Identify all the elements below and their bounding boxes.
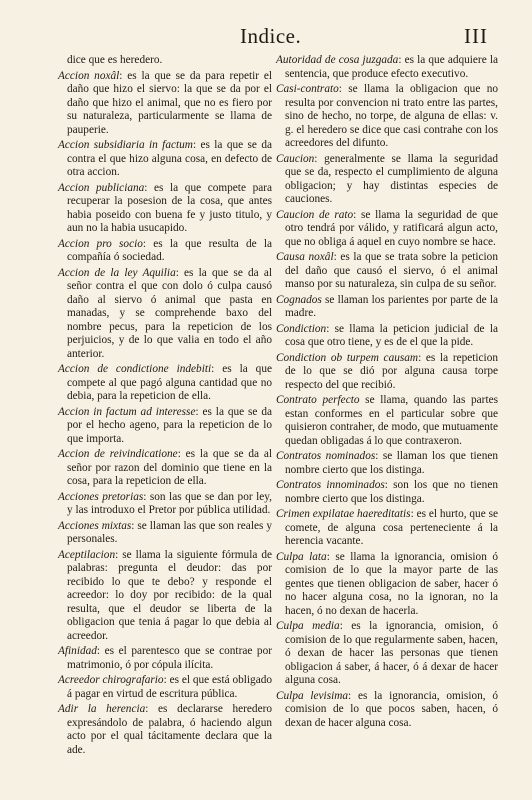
entry-definition: : es el hurto, que se comete, de alguna cosa perteneciente á la herencia vacante. <box>285 508 498 547</box>
entry-term: Accion de la ley Aquilia <box>58 266 176 279</box>
index-entry <box>58 182 272 236</box>
entry-term: Accion pro socio <box>58 237 143 250</box>
entry-definition: : se llama la obligacion que no resulta por convencion ni trato entre las partes, sino de hecho, no torpe, de alguna de ellas: v. g. el heredero se dice que casi contrahe con los acreedores del difunto. <box>285 83 498 149</box>
right-entry-list <box>276 54 498 730</box>
entry-term: Casi-contrato <box>276 83 339 95</box>
entry-term: Cognados <box>276 293 322 306</box>
entry-term: Accion in factum ad interesse <box>58 405 196 418</box>
entry-term: Condiction <box>276 322 327 335</box>
index-entry <box>58 520 272 547</box>
right-column <box>276 54 498 732</box>
index-entry <box>276 352 498 393</box>
index-entry <box>58 491 272 518</box>
index-entry <box>276 479 498 506</box>
entry-term: Condiction ob turpem causam <box>276 351 419 364</box>
entry-definition: se llama, quando las partes estan conformes en el particular sobre que quisieron contraher, de modo, que mutuamente quedan obligadas á lo que contraxeron. <box>285 394 498 447</box>
entry-definition: : se llama la seguridad de que otro tendrá por válido, y ratificará algun acto, que no obliga á aquel en cuyo nombre se hace. <box>285 208 498 248</box>
index-entry <box>276 551 498 619</box>
entry-term: Adir la herencia <box>58 703 146 715</box>
entry-term: Culpa media <box>276 620 340 632</box>
index-entry <box>276 294 498 321</box>
continuation-text: dice que es heredero. <box>67 54 163 66</box>
entry-definition: : se llaman los que tienen nombre cierto que los distinga. <box>285 450 499 476</box>
index-entry <box>276 394 498 448</box>
index-entry <box>58 549 272 644</box>
entry-definition: : es la que se da por el hecho ageno, para la repeticion de lo que importa. <box>67 405 272 445</box>
entry-definition: : se llama la ignorancia, omision ó comision de lo que la mayor parte de las gentes que tienen obligacion de saber, hacer ó no hacer alguna cosa, no la ignoran, no la hacen, ó no dexan de hacerla. <box>285 550 498 617</box>
index-entry <box>58 703 272 757</box>
entry-definition: : es el parentesco que se contrae por matrimonio, ó por cópula ilícita. <box>67 645 272 671</box>
index-entry <box>276 83 498 151</box>
index-entry <box>58 363 272 404</box>
entry-term: Afinidad <box>58 645 97 657</box>
entry-definition: : es la que resulta de la compañía ó sociedad. <box>67 237 272 263</box>
entry-definition: : generalmente se llama la seguridad que se da, respecto el cumplimiento de alguna obligacion; y hay distintas especies de cauciones. <box>285 152 498 205</box>
index-entry <box>276 620 498 688</box>
entry-definition: : se llama la siguiente fórmula de palabras: pregunta el deudor: das por recibido lo que te debo? y responde el acreedor: lo doy por recibido: de la qual resulta, que el deudor se liberta de la obligacion que tenia á pagar lo que debia al acreedor. <box>67 548 272 642</box>
entry-definition: : se llaman las que son reales y personales. <box>67 519 273 545</box>
left-entry-list <box>58 70 272 758</box>
entry-term: Contratos nominados <box>276 450 376 462</box>
page-number: III <box>464 24 488 48</box>
entry-definition: : es la repeticion de lo que se dió por alguna causa torpe respecto del que recibió. <box>285 351 498 391</box>
index-entry <box>276 153 498 207</box>
entry-definition: : es la ignorancia, omision, ó comision de lo que pocos saben, hacen, ó dexan de hacer alguna cosa. <box>285 689 499 729</box>
entry-term: Acciones mixtas <box>58 519 132 532</box>
entry-definition: : es la que se trata sobre la peticion del daño que causó el siervo, ó el animal manso por su naturaleza, sin culpa de su señor. <box>285 251 498 290</box>
entry-definition: : es la que se da contra el que hizo alguna cosa, en defecto de otra accion. <box>67 139 272 178</box>
index-entry <box>276 209 498 250</box>
index-entry <box>276 508 498 549</box>
entry-definition: : son las que se dan por ley, y las introduxo el Pretor por pública utilidad. <box>67 490 272 516</box>
entry-definition: se llaman los parientes por parte de la madre. <box>285 293 498 319</box>
entry-term: Caucion de rato <box>276 208 354 221</box>
entry-definition: : es la que adquiere la sentencia, que produce efecto executivo. <box>285 54 498 80</box>
entry-definition: : es declararse heredero expresándolo de palabra, ó haciendo algun acto por el qual tácitamente declara que la ade. <box>67 703 272 756</box>
index-entry <box>58 70 272 138</box>
index-entry <box>276 450 498 477</box>
entry-term: Accion subsidiaria in factum <box>58 139 193 151</box>
entry-term: Acreedor chirografario <box>58 674 164 686</box>
entry-term: Autoridad de cosa juzgada <box>276 54 399 66</box>
index-entry <box>58 645 272 672</box>
entry-definition: : son los que no tienen nombre cierto que los distinga. <box>285 479 498 505</box>
running-title: Indice. <box>240 24 302 48</box>
page-header <box>0 22 532 52</box>
entry-definition: : es la que se da al señor por razon del dominio que tiene en la cosa, para la repeticion de ella. <box>67 448 272 487</box>
entry-definition: : es la que compete para recuperar la posesion de la cosa, que antes habia poseido con buena fe y justo titulo, y aun no la habia usucapido. <box>67 181 273 234</box>
entry-term: Aceptilacion <box>58 548 116 561</box>
entry-term: Culpa lata <box>276 550 327 563</box>
entry-term: Accion noxâl <box>58 69 120 82</box>
index-entry <box>276 251 498 292</box>
entry-term: Culpa levisima <box>276 689 349 702</box>
entry-definition: : es la que se da para repetir el daño que hizo el siervo: la que se da por el daño que hizo el animal, que no es fiero por su naturaleza, particularmente se llama de pauperie. <box>67 69 273 136</box>
entry-term: Crimen expilatae haereditatis <box>276 508 411 520</box>
entry-term: Caucion <box>276 152 315 165</box>
entry-term: Contratos innominados <box>276 479 385 491</box>
index-entry <box>276 323 498 350</box>
left-column <box>58 54 272 759</box>
entry-definition: : es la que compete al que pagó alguna cantidad que no debia, para la repeticion de ella. <box>67 363 272 402</box>
entry-definition: : es el que está obligado á pagar en virtud de escritura pública. <box>67 674 273 700</box>
entry-term: Accion de reivindicatione <box>58 448 178 460</box>
entry-term: Contrato perfecto <box>276 394 360 406</box>
index-entry <box>58 448 272 489</box>
index-entry <box>58 406 272 447</box>
entry-definition: : es la ignorancia, omision, ó comision de lo que regularmente saben, hacen, ó dexan de hacer las personas que tienen obligacion á saber, á hacer, ó á dexar de hacer alguna cosa. <box>285 620 499 686</box>
entry-term: Accion de condictione indebiti <box>58 363 212 375</box>
index-entry <box>58 238 272 265</box>
index-entry <box>58 267 272 362</box>
entry-term: Causa noxâl <box>276 251 334 263</box>
entry-definition: : se llama la peticion judicial de la cosa que otro tiene, y es de el que la pide. <box>285 322 498 348</box>
entry-term: Accion publiciana <box>58 181 145 194</box>
index-entry <box>58 139 272 180</box>
index-entry <box>58 674 272 701</box>
index-entry <box>276 690 498 731</box>
entry-term: Acciones pretorias <box>58 490 144 503</box>
index-entry <box>276 54 498 81</box>
entry-definition: : es la que se da al señor contra el que con dolo ó culpa causó daño al siervo ó animal que pasta en manadas, y se comprehende baxo del nombre pecus, para la repeticion de los perjuicios, y de lo que valia en todo el año anterior. <box>67 266 272 360</box>
